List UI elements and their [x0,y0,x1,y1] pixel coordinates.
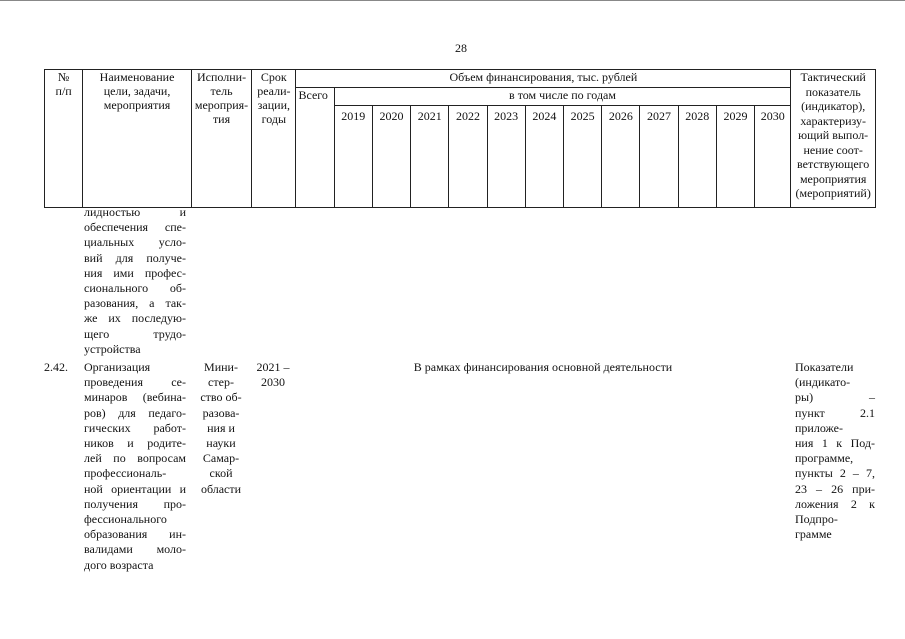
header-indicator-line: ветствующего [797,157,870,171]
header-indicator-line: Тактический [800,70,866,84]
header-name-line: мероприятия [103,98,171,112]
row-executor [192,360,250,497]
header-name [83,70,192,208]
row-indicator-line: пункты 2 – 7, [795,466,875,481]
row-name-line: ров) для педаго- [84,405,186,420]
row-executor-line: ство об- [200,390,242,405]
row-indicator [795,360,875,542]
row-indicator-line: пункт 2.1 [795,405,875,420]
header-indicator-line: нение соот- [803,142,863,157]
continued-name-line: щего трудо- [84,326,186,341]
row-name-line: ников и родите- [84,436,186,451]
continued-name-line: вий для получе- [84,250,186,265]
continued-name-line: же их последую- [84,311,186,326]
row-executor-line: разова- [202,405,240,420]
header-indicator-line: (индикатор), [801,99,866,113]
continued-name-text [84,205,186,357]
year-2029: 2029 [716,106,754,208]
row-name-line: лей по вопросам [84,451,186,466]
row-financing: В рамках финансирования основной деятельности [413,360,673,374]
row-indicator-line: ния 1 к Под- [795,436,875,451]
header-indicator [791,70,876,208]
header-period-line: Срок [260,70,287,84]
header-executor-line: Исполни- [196,70,247,84]
row-indicator-line: (индикато- [795,375,851,390]
continued-name-line: устройства [84,341,141,356]
header-indicator-line: (мероприятий) [795,186,871,200]
header-name-line: Наименование [99,70,175,84]
header-executor [191,70,251,208]
year-2019: 2019 [334,106,372,208]
header-no [45,70,83,208]
top-border-line [0,0,905,1]
header-financing: Объем финансирования, тыс. рублей [296,70,791,88]
year-2024: 2024 [525,106,563,208]
header-period-line: зации, [257,98,291,112]
year-2022: 2022 [449,106,487,208]
header-table [44,69,876,208]
row-name-line: ной ориентации и [84,481,186,496]
year-2021: 2021 [411,106,449,208]
continued-name-line: обеспечения спе- [84,220,186,235]
year-2030: 2030 [755,106,791,208]
header-period-line: годы [261,112,287,126]
row-period [252,360,294,390]
continued-name-line: разования, а так- [84,296,186,311]
row-name-line: фессионального [84,512,167,527]
year-2023: 2023 [487,106,525,208]
row-name-line: гических работ- [84,420,186,435]
page-number: 28 [455,41,467,55]
row-name-line: дого возраста [84,557,154,572]
row-indicator-line: грамме [795,527,832,542]
row-executor-line: стер- [208,375,234,390]
row-name-line: Организация [84,360,151,374]
header-indicator-line: показатель [805,84,861,99]
year-2025: 2025 [564,106,602,208]
year-2028: 2028 [678,106,716,208]
header-indicator-line: характеризу- [800,113,866,128]
row-executor-line: Мини- [204,360,238,374]
header-executor-line: мероприя- [194,98,249,112]
row-name [84,360,186,573]
header-no-line: № [57,70,70,84]
continued-name-line: лидностью и [84,205,186,219]
row-name-line: минаров (вебина- [84,390,186,405]
row-indicator-line: 23 – 26 при- [795,481,875,496]
row-name-line: получения про- [84,496,186,511]
row-indicator-line: Показатели [795,360,854,374]
row-indicator-line: ры) – [795,390,875,405]
row-name-line: образования ин- [84,527,186,542]
row-name-line: валидами моло- [84,542,186,557]
row-indicator-line: программе, [795,451,854,466]
row-number: 2.42. [44,360,68,374]
row-executor-line: ния и [207,420,235,435]
header-indicator-line: ющий выпол- [798,128,869,142]
header-total: Всего [296,88,334,208]
row-executor-line: ской [209,466,233,481]
row-executor-line: Самар- [202,451,240,466]
header-period-line: реали- [257,84,291,98]
continued-name-line: циальных усло- [84,235,186,250]
row-indicator-line: Подпро- [795,512,838,527]
header-by-year: в том числе по годам [334,88,791,106]
row-executor-line: области [200,481,242,496]
header-no-line: п/п [55,84,72,98]
header-executor-line: тия [212,112,231,126]
header-period [252,70,296,208]
year-2026: 2026 [602,106,640,208]
row-period-line: 2021 – [256,360,290,374]
row-executor-line: науки [206,436,236,451]
header-executor-line: тель [210,84,233,98]
year-2020: 2020 [372,106,410,208]
continued-name-line: сионального об- [84,281,186,296]
row-indicator-line: приложе- [795,420,843,435]
year-2027: 2027 [640,106,678,208]
row-name-line: профессиональ- [84,466,167,481]
row-period-line: 2030 [261,375,285,390]
row-indicator-line: ложения 2 к [795,496,875,511]
header-indicator-line: мероприятия [799,171,867,186]
continued-name-line: ния ими профес- [84,265,186,280]
header-name-line: цели, задачи, [103,84,171,98]
row-name-line: проведения се- [84,375,186,390]
